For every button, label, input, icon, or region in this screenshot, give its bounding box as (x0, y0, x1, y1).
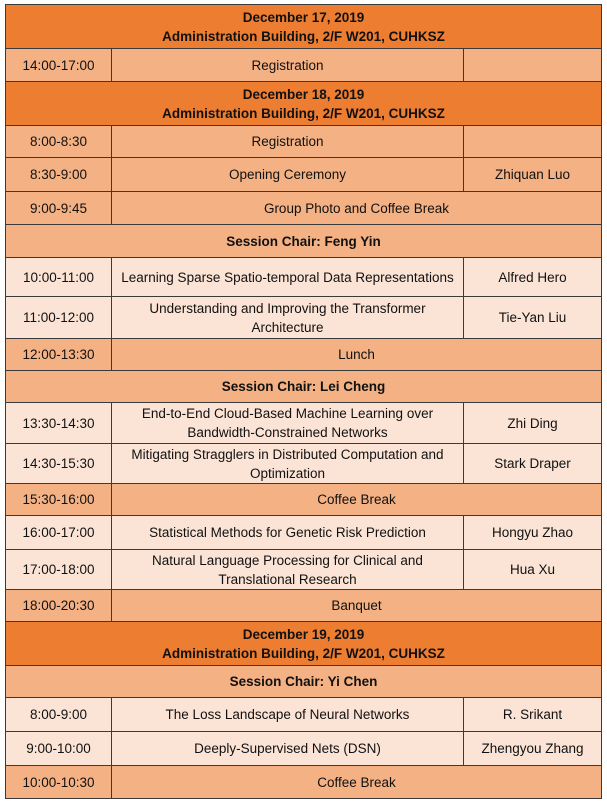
speaker-cell: Hua Xu (464, 550, 602, 590)
table-row (6, 550, 602, 590)
title-cell: Coffee Break (112, 484, 602, 516)
time-cell: 14:30-15:30 (6, 444, 112, 484)
day-header (6, 5, 602, 49)
speaker-cell: Zhi Ding (464, 403, 602, 444)
time-cell: 9:00-10:00 (6, 732, 112, 766)
time-cell: 10:00-10:30 (6, 766, 112, 799)
title-cell: Registration (112, 49, 464, 82)
title-cell: Natural Language Processing for Clinical and Translational Research (112, 550, 464, 590)
session-chair: Session Chair: Lei Cheng (6, 371, 602, 403)
speaker-cell: Tie-Yan Liu (464, 297, 602, 339)
time-cell: 13:30-14:30 (6, 403, 112, 444)
table-row (6, 732, 602, 766)
day-header-cell (6, 622, 602, 666)
speaker-cell: R. Srikant (464, 698, 602, 732)
time-cell: 15:30-16:00 (6, 484, 112, 516)
title-cell: Understanding and Improving the Transformer Architecture (112, 297, 464, 339)
day-date: December 17, 2019 (242, 9, 365, 25)
title-cell: Banquet (112, 590, 602, 622)
speaker-cell: Hongyu Zhao (464, 516, 602, 550)
title-cell: Deeply-Supervised Nets (DSN) (112, 732, 464, 766)
table-row (6, 192, 602, 225)
time-cell: 8:00-8:30 (6, 126, 112, 158)
table-row (6, 339, 602, 371)
speaker-cell: Zhengyou Zhang (464, 732, 602, 766)
table-row (6, 158, 602, 192)
table-row (6, 444, 602, 484)
day-header-cell (6, 82, 602, 126)
day-venue: Administration Building, 2/F W201, CUHKSZ (162, 105, 445, 121)
day-header-cell (6, 5, 602, 49)
table-row (6, 49, 602, 82)
time-cell: 8:30-9:00 (6, 158, 112, 192)
table-row (6, 698, 602, 732)
table-row (6, 766, 602, 799)
schedule-table (5, 4, 602, 799)
title-cell: Opening Ceremony (112, 158, 464, 192)
day-header (6, 82, 602, 126)
speaker-cell: Alfred Hero (464, 258, 602, 297)
speaker-cell (464, 49, 602, 82)
title-cell: Coffee Break (112, 766, 602, 799)
session-chair: Session Chair: Yi Chen (6, 666, 602, 698)
table-row (6, 126, 602, 158)
title-cell: The Loss Landscape of Neural Networks (112, 698, 464, 732)
time-cell: 9:00-9:45 (6, 192, 112, 225)
day-venue: Administration Building, 2/F W201, CUHKSZ (162, 28, 445, 44)
time-cell: 14:00-17:00 (6, 49, 112, 82)
speaker-cell (464, 126, 602, 158)
table-row (6, 516, 602, 550)
session-chair-row (6, 225, 602, 258)
table-row (6, 590, 602, 622)
title-cell: Mitigating Stragglers in Distributed Computation and Optimization (112, 444, 464, 484)
speaker-cell: Stark Draper (464, 444, 602, 484)
title-cell: Registration (112, 126, 464, 158)
time-cell: 18:00-20:30 (6, 590, 112, 622)
time-cell: 16:00-17:00 (6, 516, 112, 550)
speaker-cell: Zhiquan Luo (464, 158, 602, 192)
day-header (6, 622, 602, 666)
time-cell: 12:00-13:30 (6, 339, 112, 371)
title-cell: End-to-End Cloud-Based Machine Learning over Bandwidth-Constrained Networks (112, 403, 464, 444)
table-row (6, 403, 602, 444)
table-row (6, 484, 602, 516)
session-chair-row (6, 371, 602, 403)
title-cell: Lunch (112, 339, 602, 371)
session-chair-row (6, 666, 602, 698)
session-chair: Session Chair: Feng Yin (6, 225, 602, 258)
time-cell: 17:00-18:00 (6, 550, 112, 590)
day-venue: Administration Building, 2/F W201, CUHKSZ (162, 645, 445, 661)
day-date: December 19, 2019 (242, 626, 365, 642)
title-cell: Group Photo and Coffee Break (112, 192, 602, 225)
time-cell: 8:00-9:00 (6, 698, 112, 732)
title-cell: Learning Sparse Spatio-temporal Data Representations (112, 258, 464, 297)
day-date: December 18, 2019 (242, 86, 365, 102)
table-row (6, 258, 602, 297)
time-cell: 10:00-11:00 (6, 258, 112, 297)
time-cell: 11:00-12:00 (6, 297, 112, 339)
table-row (6, 297, 602, 339)
title-cell: Statistical Methods for Genetic Risk Prediction (112, 516, 464, 550)
